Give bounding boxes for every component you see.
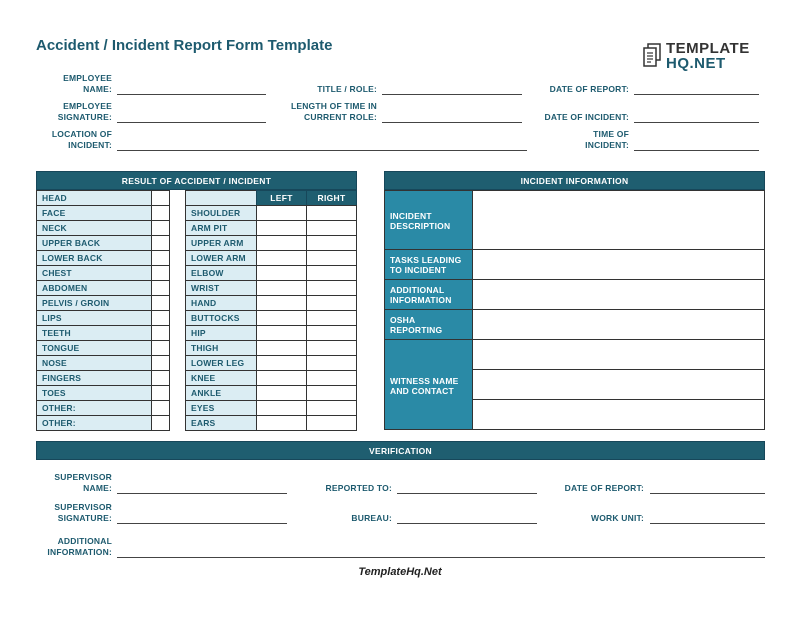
result-left-checkbox[interactable]	[151, 235, 170, 251]
supervisor-name-label: SUPERVISOR NAME:	[54, 472, 112, 493]
length-of-time-label: LENGTH OF TIME IN CURRENT ROLE:	[290, 101, 377, 122]
title-role-label: TITLE / ROLE:	[317, 84, 377, 94]
result-right-side-checkbox[interactable]	[306, 400, 357, 416]
witness-field-3[interactable]	[472, 399, 765, 430]
result-left-item: CHEST	[36, 265, 152, 281]
supervisor-signature-field[interactable]	[117, 523, 287, 524]
result-gap	[169, 190, 186, 431]
result-right-side-checkbox[interactable]	[306, 280, 357, 296]
length-of-time-field[interactable]	[382, 122, 522, 123]
witness-field-2[interactable]	[472, 369, 765, 400]
logo-line2: HQ.NET	[666, 55, 726, 72]
result-right-side-checkbox[interactable]	[306, 250, 357, 266]
verification-additional-label: ADDITIONAL INFORMATION:	[47, 536, 112, 557]
result-left-side-checkbox[interactable]	[256, 370, 307, 386]
employee-name-field[interactable]	[117, 94, 266, 95]
result-right-item: WRIST	[185, 280, 257, 296]
result-left-side-checkbox[interactable]	[256, 205, 307, 221]
logo	[642, 41, 752, 73]
footer-text: TemplateHq.Net	[358, 566, 442, 578]
result-left-item: FINGERS	[36, 370, 152, 386]
result-left-side-checkbox[interactable]	[256, 265, 307, 281]
verification-additional-field[interactable]	[117, 557, 765, 558]
result-left-item: HEAD	[36, 190, 152, 206]
location-of-incident-label: LOCATION OF INCIDENT:	[51, 129, 112, 150]
work-unit-field[interactable]	[650, 523, 765, 524]
result-left-checkbox[interactable]	[151, 280, 170, 296]
result-left-item: NECK	[36, 220, 152, 236]
reported-to-label: REPORTED TO:	[325, 483, 392, 493]
logo-line1: TEMPLATE	[666, 40, 750, 57]
result-left-checkbox[interactable]	[151, 295, 170, 311]
result-left-item: UPPER BACK	[36, 235, 152, 251]
result-left-item: ABDOMEN	[36, 280, 152, 296]
result-right-header-blank	[185, 190, 257, 206]
date-of-report-label: DATE OF REPORT:	[549, 84, 629, 94]
result-right-side-checkbox[interactable]	[306, 220, 357, 236]
result-right-item: UPPER ARM	[185, 235, 257, 251]
result-left-checkbox[interactable]	[151, 400, 170, 416]
result-right-side-checkbox[interactable]	[306, 355, 357, 371]
result-right-item: ARM PIT	[185, 220, 257, 236]
result-left-side-checkbox[interactable]	[256, 310, 307, 326]
employee-name-label: EMPLOYEE NAME:	[63, 73, 112, 94]
tasks-leading-label: TASKS LEADING TO INCIDENT	[384, 249, 473, 280]
result-right-side-checkbox[interactable]	[306, 235, 357, 251]
employee-signature-field[interactable]	[117, 122, 266, 123]
result-right-side-checkbox[interactable]	[306, 340, 357, 356]
date-of-report-field[interactable]	[634, 94, 759, 95]
incident-description-field[interactable]	[472, 190, 765, 250]
result-right-side-checkbox[interactable]	[306, 415, 357, 431]
result-left-checkbox[interactable]	[151, 370, 170, 386]
result-left-item: OTHER:	[36, 415, 152, 431]
result-right-item: HIP	[185, 325, 257, 341]
result-left-checkbox[interactable]	[151, 205, 170, 221]
result-right-item: EARS	[185, 415, 257, 431]
osha-reporting-field[interactable]	[472, 309, 765, 340]
result-left-checkbox[interactable]	[151, 325, 170, 341]
employee-signature-label: EMPLOYEE SIGNATURE:	[57, 101, 112, 122]
title-role-field[interactable]	[382, 94, 522, 95]
result-left-item: OTHER:	[36, 400, 152, 416]
result-right-item: EYES	[185, 400, 257, 416]
verification-header: VERIFICATION	[36, 441, 765, 460]
logo-text	[666, 41, 750, 71]
result-left-side-checkbox[interactable]	[256, 355, 307, 371]
result-right-side-checkbox[interactable]	[306, 295, 357, 311]
location-of-incident-field[interactable]	[117, 150, 527, 151]
result-right-side-checkbox[interactable]	[306, 325, 357, 341]
supervisor-signature-label: SUPERVISOR SIGNATURE:	[54, 502, 112, 523]
result-right-item: BUTTOCKS	[185, 310, 257, 326]
time-of-incident-field[interactable]	[634, 150, 759, 151]
time-of-incident-label: TIME OF INCIDENT:	[585, 129, 629, 150]
result-left-side-checkbox[interactable]	[256, 220, 307, 236]
result-left-side-checkbox[interactable]	[256, 235, 307, 251]
result-right-item: LOWER ARM	[185, 250, 257, 266]
additional-information-label: ADDITIONAL INFORMATION	[384, 279, 473, 310]
result-left-item: FACE	[36, 205, 152, 221]
result-left-checkbox[interactable]	[151, 250, 170, 266]
result-left-checkbox[interactable]	[151, 220, 170, 236]
result-left-checkbox[interactable]	[151, 265, 170, 281]
result-right-item: KNEE	[185, 370, 257, 386]
additional-information-field[interactable]	[472, 279, 765, 310]
date-of-incident-label: DATE OF INCIDENT:	[544, 112, 629, 122]
result-right-item: ELBOW	[185, 265, 257, 281]
incident-description-label: INCIDENT DESCRIPTION	[384, 190, 473, 250]
tasks-leading-field[interactable]	[472, 249, 765, 280]
result-right-item: SHOULDER	[185, 205, 257, 221]
result-left-item: PELVIS / GROIN	[36, 295, 152, 311]
result-left-side-checkbox[interactable]	[256, 415, 307, 431]
witness-label: WITNESS NAME AND CONTACT	[384, 339, 473, 430]
result-left-checkbox[interactable]	[151, 415, 170, 431]
incident-info-header: INCIDENT INFORMATION	[384, 171, 765, 190]
work-unit-label: WORK UNIT:	[591, 513, 644, 523]
result-left-side-checkbox[interactable]	[256, 325, 307, 341]
result-right-item: LOWER LEG	[185, 355, 257, 371]
result-left-side-checkbox[interactable]	[256, 400, 307, 416]
result-right-side-checkbox[interactable]	[306, 205, 357, 221]
bureau-field[interactable]	[397, 523, 537, 524]
verification-date-label: DATE OF REPORT:	[564, 483, 644, 493]
document-stack-icon	[642, 43, 662, 71]
result-right-side-checkbox[interactable]	[306, 265, 357, 281]
result-left-checkbox[interactable]	[151, 190, 170, 206]
result-left-item: TONGUE	[36, 340, 152, 356]
result-left-side-checkbox[interactable]	[256, 295, 307, 311]
verification-date-field[interactable]	[650, 493, 765, 494]
result-left-side-checkbox[interactable]	[256, 340, 307, 356]
result-left-item: NOSE	[36, 355, 152, 371]
col-right-header: RIGHT	[306, 190, 357, 206]
reported-to-field[interactable]	[397, 493, 537, 494]
result-right-item: HAND	[185, 295, 257, 311]
page-title: Accident / Incident Report Form Template	[36, 37, 333, 54]
result-left-checkbox[interactable]	[151, 385, 170, 401]
result-left-item: LIPS	[36, 310, 152, 326]
result-left-checkbox[interactable]	[151, 340, 170, 356]
result-left-item: LOWER BACK	[36, 250, 152, 266]
result-left-item: TOES	[36, 385, 152, 401]
osha-reporting-label: OSHA REPORTING	[384, 309, 473, 340]
result-left-side-checkbox[interactable]	[256, 385, 307, 401]
result-left-checkbox[interactable]	[151, 355, 170, 371]
result-left-side-checkbox[interactable]	[256, 280, 307, 296]
date-of-incident-field[interactable]	[634, 122, 759, 123]
result-left-side-checkbox[interactable]	[256, 250, 307, 266]
bureau-label: BUREAU:	[351, 513, 392, 523]
witness-field-1[interactable]	[472, 339, 765, 370]
result-left-checkbox[interactable]	[151, 310, 170, 326]
col-left-header: LEFT	[256, 190, 307, 206]
result-right-item: THIGH	[185, 340, 257, 356]
result-left-item: TEETH	[36, 325, 152, 341]
supervisor-name-field[interactable]	[117, 493, 287, 494]
result-right-item: ANKLE	[185, 385, 257, 401]
result-right-side-checkbox[interactable]	[306, 385, 357, 401]
result-section-header: RESULT OF ACCIDENT / INCIDENT	[36, 171, 357, 190]
result-right-side-checkbox[interactable]	[306, 370, 357, 386]
result-right-side-checkbox[interactable]	[306, 310, 357, 326]
